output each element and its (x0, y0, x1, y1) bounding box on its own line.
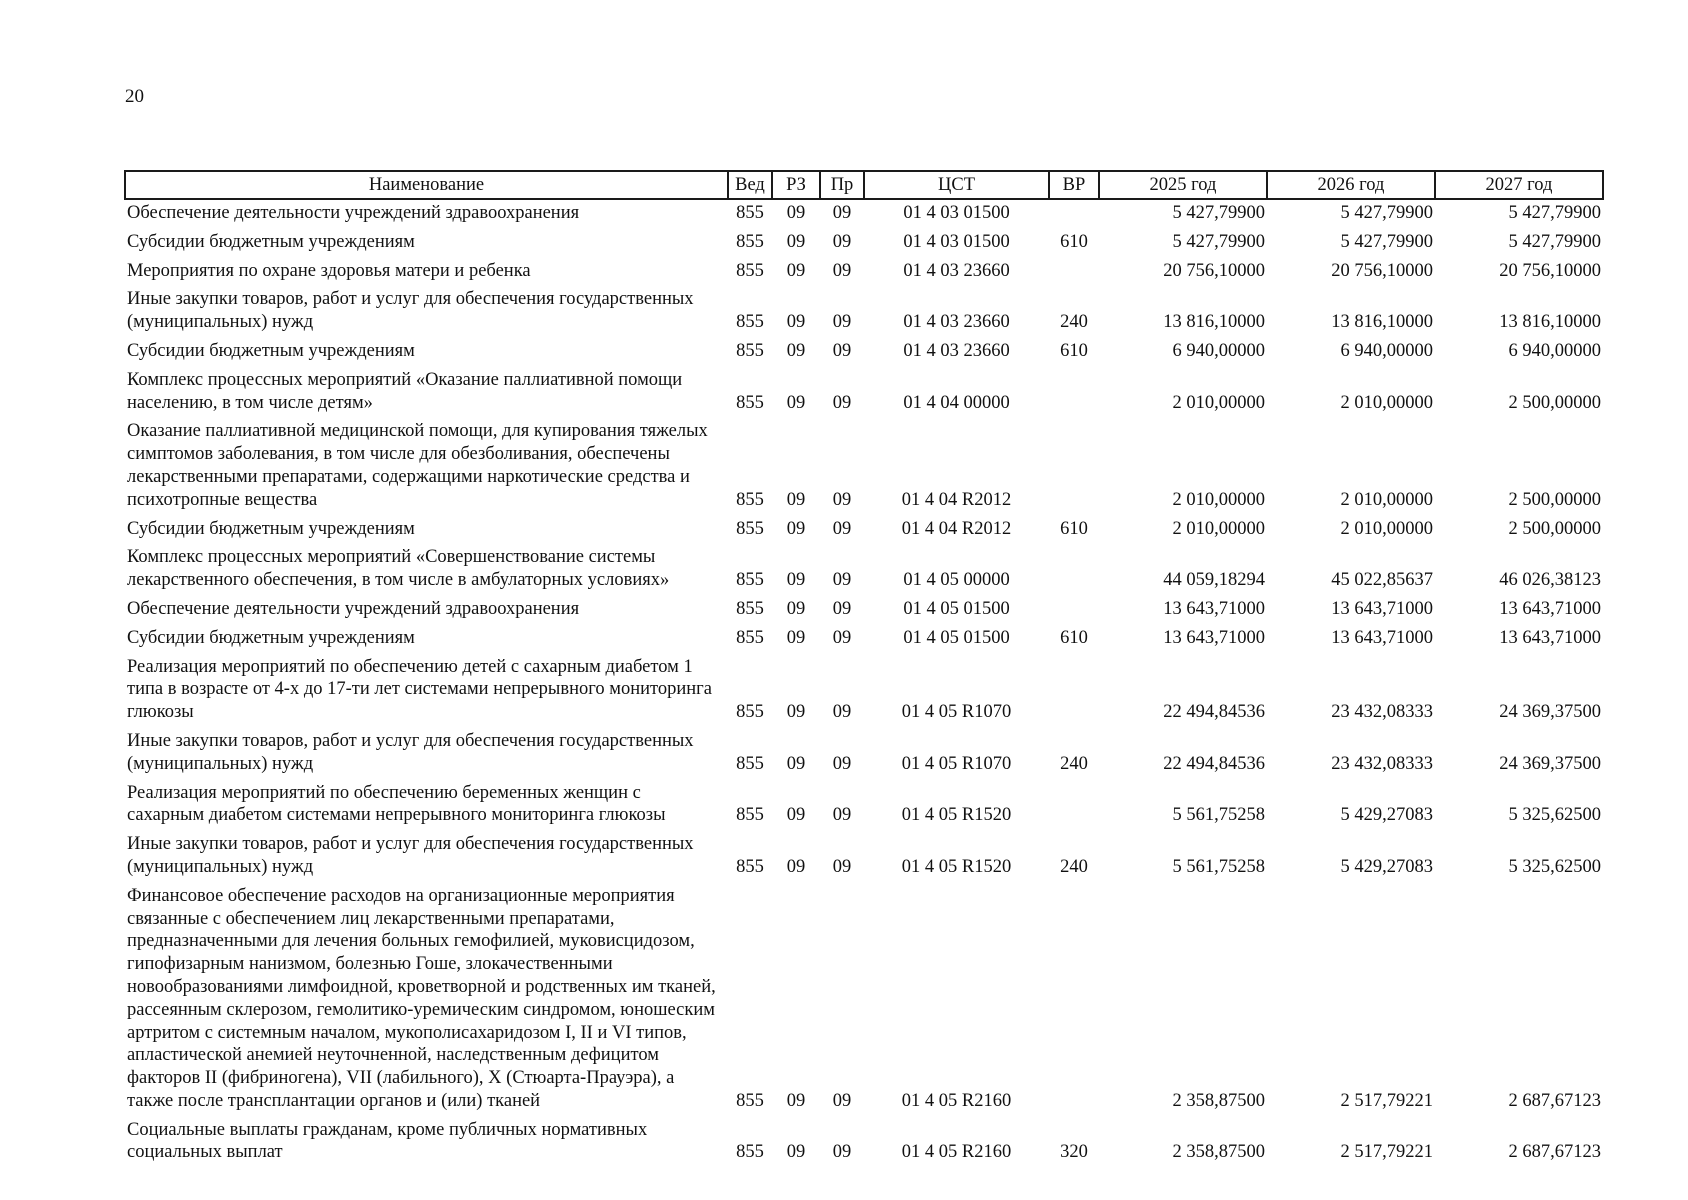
table-header (125, 171, 1603, 199)
row-name: Иные закупки товаров, работ и услуг для обеспечения государственных (муниципальных) нужд (127, 289, 694, 333)
table-row (125, 594, 1603, 623)
row-pr: 09 (832, 1090, 852, 1111)
row-ved: 855 (736, 1090, 764, 1111)
row-2026: 13 643,71000 (1331, 598, 1433, 619)
row-2027: 13 643,71000 (1499, 627, 1601, 648)
row-2027: 46 026,38123 (1499, 570, 1601, 591)
row-name: Комплекс процессных мероприятий «Совершенствование системы лекарственного обеспечения, в том числе в амбулаторных условиях» (127, 547, 670, 591)
row-vr: 610 (1060, 231, 1088, 252)
row-ved: 855 (736, 340, 764, 361)
row-vr (1049, 256, 1099, 285)
row-name: Оказание паллиативной медицинской помощи, для купирования тяжелых симптомов заболевания, в том числе для обезболивания, обеспечены лекарственными препаратами, содержащими наркотические средства и психотропные вещества (127, 421, 708, 510)
row-cst: 01 4 05 R2160 (901, 1142, 1012, 1163)
row-ved: 855 (736, 203, 764, 223)
row-name: Реализация мероприятий по обеспечению детей с сахарным диабетом 1 типа в возрасте от 4-х до 17-ти лет системами непрерывного мониторинга глюкозы (127, 656, 712, 723)
table-row (125, 284, 1603, 336)
header-ved: Вед (728, 171, 772, 199)
row-2025: 20 756,10000 (1163, 260, 1265, 281)
header-pr: Пр (820, 171, 864, 199)
row-2025: 2 010,00000 (1172, 489, 1265, 510)
row-name: Обеспечение деятельности учреждений здравоохранения (127, 598, 580, 619)
row-rz: 09 (786, 312, 806, 333)
row-ved: 855 (736, 702, 764, 723)
row-2025: 13 643,71000 (1163, 598, 1265, 619)
row-cst: 01 4 03 23660 (903, 312, 1010, 333)
row-2027: 2 687,67123 (1508, 1142, 1601, 1163)
row-name: Иные закупки товаров, работ и услуг для обеспечения государственных (муниципальных) нужд (127, 730, 694, 774)
row-2026: 5 429,27083 (1340, 856, 1433, 877)
row-pr: 09 (832, 312, 852, 333)
row-cst: 01 4 05 R1070 (901, 702, 1012, 723)
row-vr: 610 (1060, 518, 1088, 539)
row-2025: 44 059,18294 (1163, 570, 1265, 591)
row-cst: 01 4 03 23660 (903, 340, 1010, 361)
row-vr (1049, 881, 1099, 1115)
row-vr (1049, 594, 1099, 623)
row-2025: 13 816,10000 (1163, 312, 1265, 333)
row-vr: 240 (1060, 753, 1088, 774)
row-ved: 855 (736, 231, 764, 252)
row-name: Комплекс процессных мероприятий «Оказание паллиативной помощи населению, в том числе детям» (127, 369, 683, 413)
table-row (125, 336, 1603, 365)
row-name: Субсидии бюджетным учреждениям (127, 627, 415, 648)
row-vr: 240 (1060, 312, 1088, 333)
row-2026: 5 427,79900 (1340, 231, 1433, 252)
row-vr: 240 (1060, 856, 1088, 877)
row-pr: 09 (832, 392, 852, 413)
row-pr: 09 (832, 598, 852, 619)
header-rz: РЗ (772, 171, 820, 199)
row-rz: 09 (786, 856, 806, 877)
table-row (125, 514, 1603, 543)
table-row (125, 199, 1603, 227)
row-2027: 2 500,00000 (1508, 518, 1601, 539)
row-2026: 13 816,10000 (1331, 312, 1433, 333)
row-cst: 01 4 05 00000 (903, 570, 1010, 591)
row-vr (1049, 416, 1099, 513)
row-2025: 13 643,71000 (1163, 627, 1265, 648)
row-2025: 2 358,87500 (1172, 1090, 1265, 1111)
row-2025: 22 494,84536 (1163, 753, 1265, 774)
row-2027: 5 325,62500 (1508, 856, 1601, 877)
row-ved: 855 (736, 1142, 764, 1163)
row-cst: 01 4 04 00000 (903, 392, 1010, 413)
table-row (125, 416, 1603, 513)
row-ved: 855 (736, 489, 764, 510)
row-vr (1049, 199, 1099, 227)
table-row (125, 623, 1603, 652)
row-2026: 6 940,00000 (1340, 340, 1433, 361)
row-ved: 855 (736, 627, 764, 648)
page-number: 20 (125, 86, 144, 107)
row-pr: 09 (832, 856, 852, 877)
row-2027: 20 756,10000 (1499, 260, 1601, 281)
row-2027: 5 427,79900 (1508, 231, 1601, 252)
row-2027: 2 500,00000 (1508, 392, 1601, 413)
row-cst: 01 4 04 R2012 (901, 489, 1012, 510)
row-2026: 5 427,79900 (1340, 203, 1433, 223)
row-rz: 09 (786, 598, 806, 619)
row-pr: 09 (832, 753, 852, 774)
row-rz: 09 (786, 702, 806, 723)
table-row (125, 227, 1603, 256)
row-name: Социальные выплаты гражданам, кроме публичных нормативных социальных выплат (127, 1119, 648, 1163)
row-2027: 13 643,71000 (1499, 598, 1601, 619)
row-2026: 2 517,79221 (1340, 1090, 1433, 1111)
row-rz: 09 (786, 570, 806, 591)
row-2027: 24 369,37500 (1499, 753, 1601, 774)
row-rz: 09 (786, 1090, 806, 1111)
row-2026: 2 010,00000 (1340, 392, 1433, 413)
row-2026: 2 010,00000 (1340, 518, 1433, 539)
row-cst: 01 4 05 R1520 (901, 805, 1012, 826)
row-cst: 01 4 03 01500 (903, 231, 1010, 252)
row-name: Субсидии бюджетным учреждениям (127, 340, 415, 361)
row-2027: 6 940,00000 (1508, 340, 1601, 361)
header-2027: 2027 год (1435, 171, 1603, 199)
row-pr: 09 (832, 518, 852, 539)
row-vr (1049, 542, 1099, 594)
row-name: Финансовое обеспечение расходов на организационные мероприятия связанные с обеспечением лиц лекарственными препаратами, предназначенными для лечения больных гемофилией, муковисцидозом, гипофизарным нанизмом, болезнью Гоше, злокачественными новообразованиями лимфоидной, кроветворной и родственных им тканей, рассеянным склерозом, гемолитико-уремическим синдромом, юношеским артритом с системным началом, мукополисахаридозом I, II и VI типов, апластической анемией неуточненной, наследственным дефицитом факторов II (фибриногена), VII (лабильного), X (Стюарта-Прауэра), а также после трансплантации органов и (или) тканей (127, 885, 716, 1111)
row-2027: 2 500,00000 (1508, 489, 1601, 510)
row-vr: 320 (1060, 1142, 1088, 1163)
row-rz: 09 (786, 753, 806, 774)
table-row (125, 256, 1603, 285)
row-2026: 20 756,10000 (1331, 260, 1433, 281)
row-pr: 09 (832, 231, 852, 252)
table-row (125, 652, 1603, 726)
row-2025: 2 010,00000 (1172, 392, 1265, 413)
table-row (125, 881, 1603, 1115)
row-2026: 23 432,08333 (1331, 702, 1433, 723)
row-cst: 01 4 05 R1520 (901, 856, 1012, 877)
row-rz: 09 (786, 518, 806, 539)
row-2026: 13 643,71000 (1331, 627, 1433, 648)
row-2027: 13 816,10000 (1499, 312, 1601, 333)
row-ved: 855 (736, 753, 764, 774)
row-pr: 09 (832, 1142, 852, 1163)
row-2026: 2 517,79221 (1340, 1142, 1433, 1163)
row-vr (1049, 778, 1099, 830)
row-ved: 855 (736, 260, 764, 281)
row-rz: 09 (786, 340, 806, 361)
row-rz: 09 (786, 231, 806, 252)
row-2025: 6 940,00000 (1172, 340, 1265, 361)
row-2025: 5 561,75258 (1172, 856, 1265, 877)
row-rz: 09 (786, 805, 806, 826)
row-2026: 45 022,85637 (1331, 570, 1433, 591)
row-2027: 2 687,67123 (1508, 1090, 1601, 1111)
row-2026: 2 010,00000 (1340, 489, 1433, 510)
header-2026: 2026 год (1267, 171, 1435, 199)
row-pr: 09 (832, 489, 852, 510)
row-ved: 855 (736, 856, 764, 877)
header-2025: 2025 год (1099, 171, 1267, 199)
row-2025: 5 427,79900 (1172, 231, 1265, 252)
row-name: Субсидии бюджетным учреждениям (127, 518, 415, 539)
row-2027: 5 325,62500 (1508, 805, 1601, 826)
table-row (125, 365, 1603, 417)
row-2027: 5 427,79900 (1508, 203, 1601, 223)
table-row (125, 1115, 1603, 1167)
row-pr: 09 (832, 702, 852, 723)
row-rz: 09 (786, 1142, 806, 1163)
row-ved: 855 (736, 570, 764, 591)
row-2027: 24 369,37500 (1499, 702, 1601, 723)
row-2025: 5 561,75258 (1172, 805, 1265, 826)
table-row (125, 829, 1603, 881)
row-2025: 5 427,79900 (1172, 203, 1265, 223)
table-body (125, 199, 1603, 1166)
row-pr: 09 (832, 203, 852, 223)
row-cst: 01 4 03 01500 (903, 203, 1010, 223)
row-rz: 09 (786, 260, 806, 281)
row-2026: 5 429,27083 (1340, 805, 1433, 826)
row-2026: 23 432,08333 (1331, 753, 1433, 774)
row-rz: 09 (786, 627, 806, 648)
row-name: Иные закупки товаров, работ и услуг для обеспечения государственных (муниципальных) нужд (127, 834, 694, 877)
row-pr: 09 (832, 260, 852, 281)
row-ved: 855 (736, 392, 764, 413)
row-cst: 01 4 05 R2160 (901, 1090, 1012, 1111)
row-cst: 01 4 04 R2012 (901, 518, 1012, 539)
row-rz: 09 (786, 489, 806, 510)
row-cst: 01 4 05 01500 (903, 627, 1010, 648)
row-rz: 09 (786, 203, 806, 223)
row-vr (1049, 652, 1099, 726)
row-name: Обеспечение деятельности учреждений здравоохранения (127, 203, 580, 223)
row-pr: 09 (832, 627, 852, 648)
table-row (125, 542, 1603, 594)
row-2025: 2 010,00000 (1172, 518, 1265, 539)
header-vr: ВР (1049, 171, 1099, 199)
row-cst: 01 4 03 23660 (903, 260, 1010, 281)
row-ved: 855 (736, 805, 764, 826)
row-pr: 09 (832, 340, 852, 361)
row-vr: 610 (1060, 627, 1088, 648)
row-cst: 01 4 05 R1070 (901, 753, 1012, 774)
row-name: Субсидии бюджетным учреждениям (127, 231, 415, 252)
row-name: Мероприятия по охране здоровья матери и ребенка (127, 260, 531, 281)
row-name: Реализация мероприятий по обеспечению беременных женщин с сахарным диабетом системами непрерывного мониторинга глюкозы (127, 782, 666, 826)
row-ved: 855 (736, 598, 764, 619)
row-vr: 610 (1060, 340, 1088, 361)
table-row (125, 778, 1603, 830)
header-cst: ЦСТ (864, 171, 1049, 199)
row-2025: 22 494,84536 (1163, 702, 1265, 723)
row-pr: 09 (832, 805, 852, 826)
header-name: Наименование (125, 171, 728, 199)
table-row (125, 726, 1603, 778)
row-ved: 855 (736, 518, 764, 539)
row-ved: 855 (736, 312, 764, 333)
row-rz: 09 (786, 392, 806, 413)
row-2025: 2 358,87500 (1172, 1142, 1265, 1163)
budget-table (124, 170, 1604, 1166)
row-vr (1049, 365, 1099, 417)
row-cst: 01 4 05 01500 (903, 598, 1010, 619)
row-pr: 09 (832, 570, 852, 591)
